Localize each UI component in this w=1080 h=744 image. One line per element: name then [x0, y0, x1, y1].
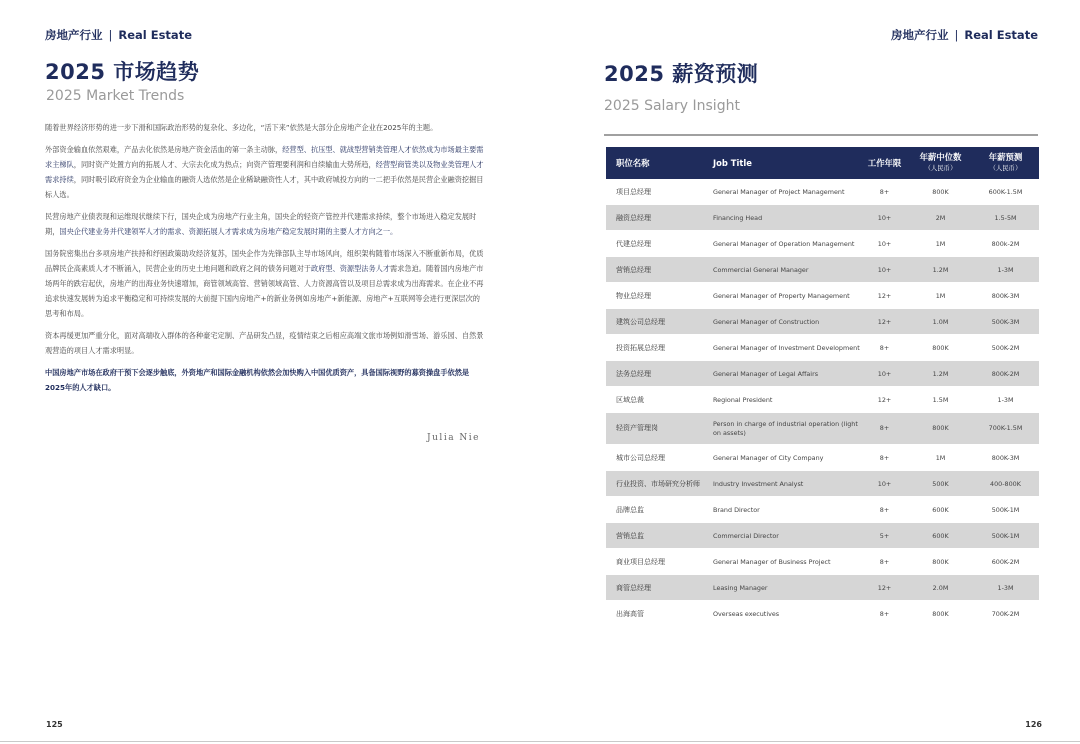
median-salary-cell: 800K [909, 549, 972, 575]
years-cell: 12+ [860, 283, 909, 309]
median-salary-cell: 500K [909, 471, 972, 497]
median-salary-cell: 800K [909, 335, 972, 361]
job-title-cell: Person in charge of industrial operation (light on assets) [703, 413, 860, 445]
text-segment: 资本再缓更加严重分化，面对高端收入群体的各种豪宅定制、产品研发凸显，疫情结束之后相应高端文旅市场例如滑雪场、游乐园、自然景观营造的项目人才需求明显。 [45, 331, 484, 355]
body-paragraph [45, 142, 485, 202]
text-segment: 随着世界经济形势的进一步下滑和国际政治形势的复杂化、多边化，“活下来”依然是大部分企房地产企业在2025年的主题。 [45, 123, 438, 132]
page-number: 126 [1025, 720, 1042, 729]
page-number: 125 [46, 720, 63, 729]
text-segment: 政府型、资源型法务人才 [310, 264, 391, 273]
years-cell: 10+ [860, 257, 909, 283]
position-cn-cell: 品牌总监 [606, 497, 703, 523]
job-title-cell: General Manager of Project Management [703, 179, 860, 205]
table-row [606, 179, 1039, 205]
years-cell: 10+ [860, 231, 909, 257]
salary-forecast-cell: 400-800K [972, 471, 1039, 497]
years-cell: 8+ [860, 179, 909, 205]
years-cell: 12+ [860, 575, 909, 601]
text-segment: 需求急迫。随着国内房地产市场两年的跌宕起伏，房地产的出海业务快速增加，商管领域高管、营销领域高管、人力资源高管以及项目总需求成为出海需求。在企业不再追求快速发展转为追求平衡稳定和可持续发展的大前提下国内房地产+的新业务例如房地产+新能源、房地产+互联网等会进行更深层次的思考和布局。 [45, 264, 484, 318]
position-cn-cell: 轻资产管理岗 [606, 413, 703, 445]
table-row [606, 445, 1039, 471]
salary-forecast-cell: 700K-1.5M [972, 413, 1039, 445]
text-segment: 经营型、抗压型、就战型营销类管理人才依然成为市场最主要需求主梯队 [45, 145, 484, 169]
page-title-en: 2025 Salary Insight [604, 98, 740, 114]
header-position-cn: 职位名称 [606, 147, 703, 179]
median-salary-cell: 1M [909, 445, 972, 471]
position-cn-cell: 项目总经理 [606, 179, 703, 205]
salary-forecast-cell: 800K-3M [972, 445, 1039, 471]
job-title-cell: General Manager of Operation Management [703, 231, 860, 257]
position-cn-cell: 行业投资、市场研究分析师 [606, 471, 703, 497]
table-row [606, 387, 1039, 413]
market-trends-body [45, 120, 485, 402]
years-cell: 10+ [860, 205, 909, 231]
text-segment: 经营型商管类以及物业类管理人才需求持续 [45, 160, 484, 184]
text-segment: 外部资金输血依然艰难，产品去化依然是房地产资金活血的第一条主动脉， [45, 145, 283, 154]
job-title-cell: Industry Investment Analyst [703, 471, 860, 497]
median-salary-cell: 600K [909, 497, 972, 523]
table-row [606, 471, 1039, 497]
position-cn-cell: 商管总经理 [606, 575, 703, 601]
text-segment: 国央企代建业务并代建领军人才的需求、资源拓展人才需求成为房地产稳定发展时期的主要人才方向之一。 [59, 227, 398, 236]
salary-forecast-cell: 1-3M [972, 575, 1039, 601]
section-header [45, 27, 192, 43]
job-title-cell: Commercial General Manager [703, 257, 860, 283]
position-cn-cell: 营销总经理 [606, 257, 703, 283]
position-cn-cell: 商业项目总经理 [606, 549, 703, 575]
median-salary-cell: 800K [909, 413, 972, 445]
position-cn-cell: 营销总监 [606, 523, 703, 549]
position-cn-cell: 法务总经理 [606, 361, 703, 387]
text-segment: 民营房地产业债表现和运维现状继续下行，国央企成为房地产行业主角，国央企的轻资产管控并代建需求持续，整个市场进入稳定发展时期， [45, 212, 477, 236]
salary-table-body [606, 179, 1039, 627]
text-segment: 中国房地产市场在政府干预下会逐步触底，外资地产和国际金融机构依然会加快购入中国优质资产，具备国际视野的募资操盘手依然是2025年的人才缺口。 [45, 368, 470, 392]
salary-forecast-cell: 800K-3M [972, 283, 1039, 309]
years-cell: 10+ [860, 361, 909, 387]
years-cell: 10+ [860, 471, 909, 497]
salary-forecast-cell: 500K-3M [972, 309, 1039, 335]
title-divider [604, 134, 1038, 136]
job-title-cell: General Manager of City Company [703, 445, 860, 471]
table-row [606, 523, 1039, 549]
salary-forecast-cell: 800K-2M [972, 361, 1039, 387]
right-page [540, 0, 1080, 744]
table-row [606, 231, 1039, 257]
bottom-rule [0, 741, 1080, 742]
years-cell: 8+ [860, 497, 909, 523]
job-title-cell: General Manager of Property Management [703, 283, 860, 309]
salary-table [606, 147, 1039, 627]
body-paragraph [45, 328, 485, 358]
job-title-cell: General Manager of Legal Affairs [703, 361, 860, 387]
salary-forecast-cell: 700K-2M [972, 601, 1039, 627]
position-cn-cell: 城市公司总经理 [606, 445, 703, 471]
text-segment: ，同时资产处置方向的拓展人才、大宗去化成为热点；向资产管理要利润和自续输血大势所趋， [73, 160, 376, 169]
table-row [606, 575, 1039, 601]
header-median-salary: 年薪中位数 （人民币） [909, 147, 972, 179]
median-salary-cell: 1.5M [909, 387, 972, 413]
salary-forecast-cell: 600K-1.5M [972, 179, 1039, 205]
years-cell: 8+ [860, 413, 909, 445]
position-cn-cell: 出海高管 [606, 601, 703, 627]
body-paragraph [45, 209, 485, 239]
job-title-cell: Overseas executives [703, 601, 860, 627]
job-title-cell: General Manager of Construction [703, 309, 860, 335]
table-row [606, 335, 1039, 361]
body-paragraph [45, 365, 485, 395]
median-salary-cell: 1.2M [909, 257, 972, 283]
job-title-cell: Financing Head [703, 205, 860, 231]
section-header-cn: 房地产行业 [45, 28, 103, 42]
median-salary-cell: 800K [909, 601, 972, 627]
salary-forecast-cell: 800k-2M [972, 231, 1039, 257]
text-segment: ，同时吸引政府资金为企业输血的融资人选依然是企业稀缺融资性人才，其中政府城投方向的一二把手依然是民营企业融资挖掘目标人选。 [45, 175, 484, 199]
median-salary-cell: 600K [909, 523, 972, 549]
years-cell: 8+ [860, 445, 909, 471]
median-salary-cell: 1M [909, 231, 972, 257]
position-cn-cell: 建筑公司总经理 [606, 309, 703, 335]
header-salary-forecast: 年薪预测 （人民币） [972, 147, 1039, 179]
salary-forecast-cell: 600K-2M [972, 549, 1039, 575]
job-title-cell: General Manager of Investment Development [703, 335, 860, 361]
years-cell: 8+ [860, 335, 909, 361]
table-row [606, 361, 1039, 387]
salary-forecast-cell: 1-3M [972, 257, 1039, 283]
body-paragraph [45, 246, 485, 321]
page-title-cn: 2025 薪资预测 [604, 62, 759, 86]
job-title-cell: Leasing Manager [703, 575, 860, 601]
table-row [606, 283, 1039, 309]
position-cn-cell: 投资拓展总经理 [606, 335, 703, 361]
page-title-cn: 2025 市场趋势 [45, 60, 200, 84]
section-header-separator: | [108, 28, 113, 42]
job-title-cell: Brand Director [703, 497, 860, 523]
table-row [606, 413, 1039, 445]
table-header-row [606, 147, 1039, 179]
section-header-en: Real Estate [118, 28, 192, 42]
section-header-en: Real Estate [964, 28, 1038, 42]
page-title-en: 2025 Market Trends [46, 88, 185, 104]
years-cell: 12+ [860, 309, 909, 335]
table-row [606, 497, 1039, 523]
median-salary-cell: 1.2M [909, 361, 972, 387]
years-cell: 8+ [860, 601, 909, 627]
job-title-cell: Regional President [703, 387, 860, 413]
position-cn-cell: 融资总经理 [606, 205, 703, 231]
median-salary-cell: 1.0M [909, 309, 972, 335]
median-salary-cell: 1M [909, 283, 972, 309]
job-title-cell: Commercial Director [703, 523, 860, 549]
salary-forecast-cell: 500K-1M [972, 497, 1039, 523]
table-row [606, 601, 1039, 627]
median-salary-cell: 800K [909, 179, 972, 205]
salary-forecast-cell: 500K-1M [972, 523, 1039, 549]
years-cell: 12+ [860, 387, 909, 413]
salary-forecast-cell: 1-3M [972, 387, 1039, 413]
table-row [606, 549, 1039, 575]
table-row [606, 309, 1039, 335]
text-segment: 国务院密集出台多项房地产扶持和纾困政策助攻经济复苏，国央企作为先锋部队主导市场风向，组织架构随着市场深入不断重新布局，优质品牌民企高素质人才不断涌入，民营企业的历史土地问题和政府之间的债务问题对于 [45, 249, 484, 273]
median-salary-cell: 2.0M [909, 575, 972, 601]
section-header-cn: 房地产行业 [891, 28, 949, 42]
section-header-separator: | [954, 28, 959, 42]
salary-forecast-cell: 500K-2M [972, 335, 1039, 361]
job-title-cell: General Manager of Business Project [703, 549, 860, 575]
median-salary-cell: 2M [909, 205, 972, 231]
table-row [606, 205, 1039, 231]
body-paragraph [45, 120, 485, 135]
author-signature: Julia Nie [427, 433, 480, 443]
position-cn-cell: 物业总经理 [606, 283, 703, 309]
position-cn-cell: 区域总裁 [606, 387, 703, 413]
table-row [606, 257, 1039, 283]
salary-forecast-cell: 1.5-5M [972, 205, 1039, 231]
header-job-title: Job Title [703, 147, 860, 179]
years-cell: 8+ [860, 549, 909, 575]
years-cell: 5+ [860, 523, 909, 549]
section-header [891, 27, 1038, 43]
header-years: 工作年限 [860, 147, 909, 179]
position-cn-cell: 代建总经理 [606, 231, 703, 257]
